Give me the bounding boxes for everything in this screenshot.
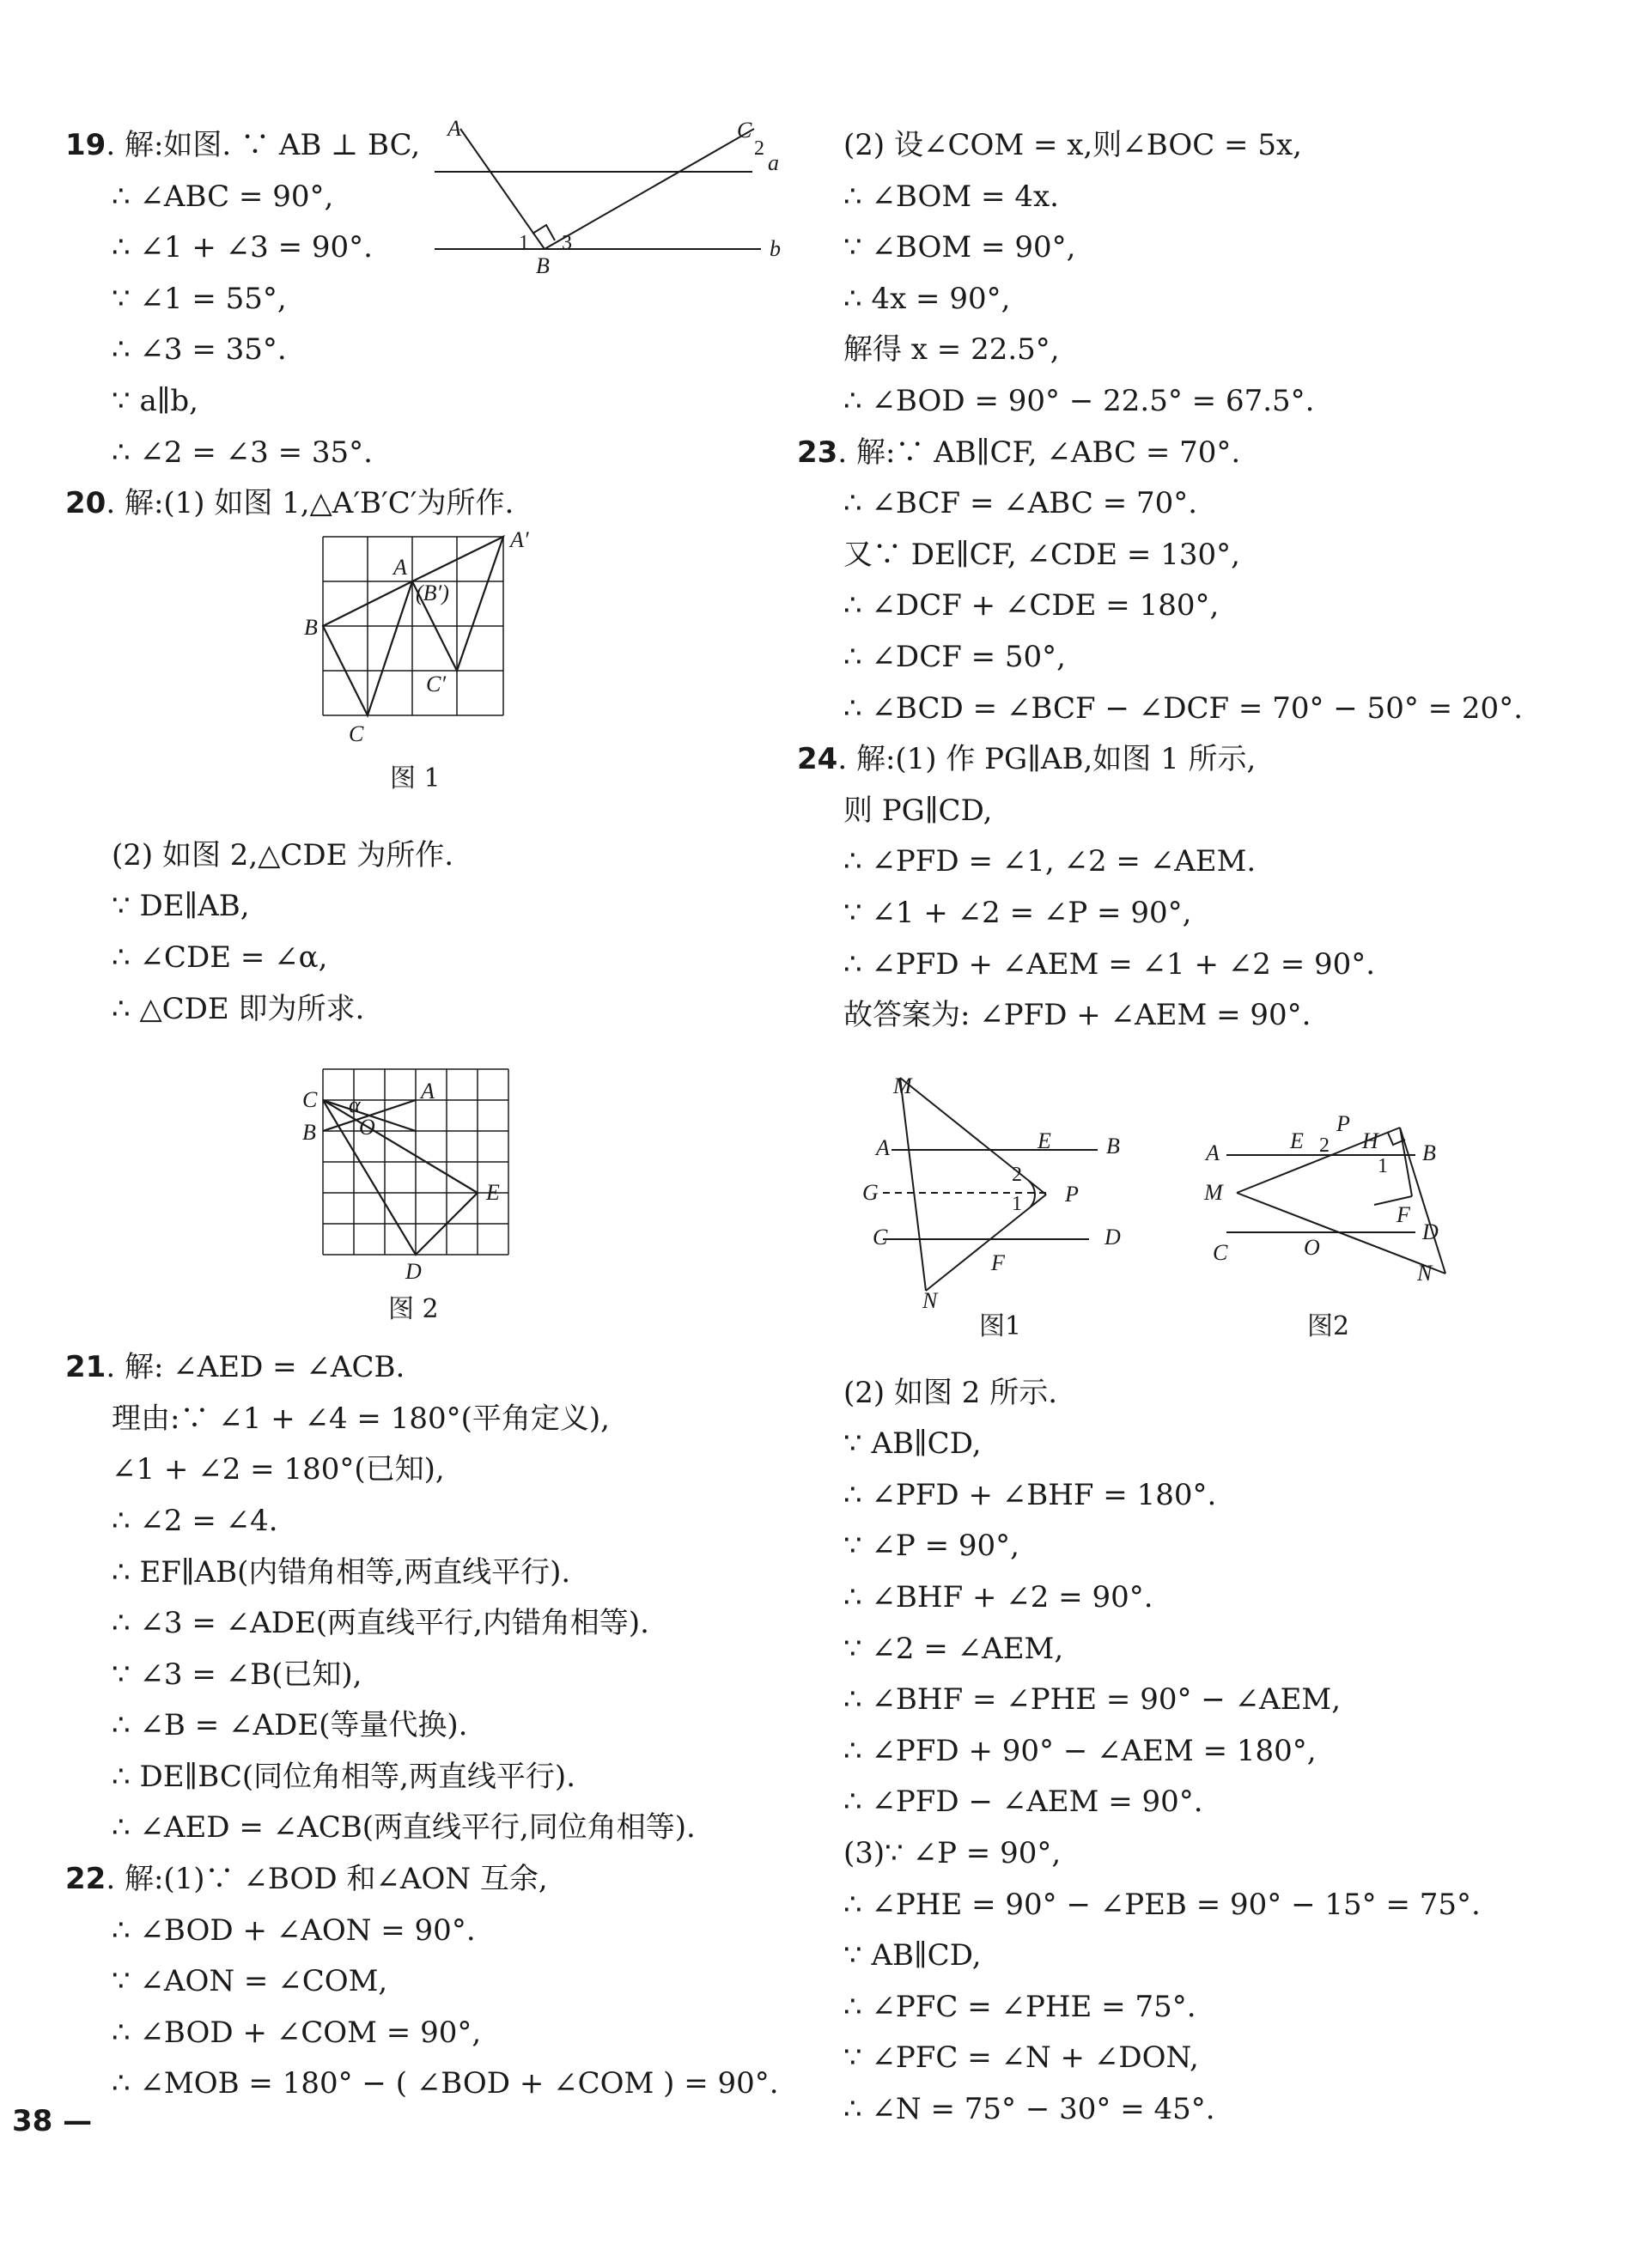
fig1-label-Ap: A′ (510, 529, 529, 552)
fig24-2-label-C: C (1213, 1239, 1228, 1265)
q23-line-2: 又∵ DE∥CF, ∠CDE = 130°, (843, 537, 1240, 572)
q20-figure-1 (65, 530, 752, 830)
q23-line-4: ∴ ∠DCF = 50°, (843, 639, 1066, 674)
q19-line-0: 19. 解:如图. ∵ AB ⊥ BC, (65, 128, 421, 162)
q22r-line-5: ∴ ∠BOD = 90° − 22.5° = 67.5°. (843, 383, 1315, 418)
fig24-2-label-D: D (1422, 1219, 1439, 1244)
q24-line-8: ∴ ∠PFD + ∠BHF = 180°. (843, 1477, 1217, 1512)
q24-line-19: ∵ ∠PFC = ∠N + ∠DON, (843, 2040, 1199, 2076)
fig2-label-E: E (486, 1180, 500, 1206)
fig2-label-O: O (359, 1115, 375, 1140)
q24-line-18: ∴ ∠PFC = ∠PHE = 75°. (843, 1989, 1196, 2024)
fig2-label-B: B (302, 1120, 316, 1146)
q24-line-4: ∴ ∠PFD + ∠AEM = ∠1 + ∠2 = 90°. (843, 946, 1376, 982)
fig1-label-B: B (304, 614, 318, 640)
q22r-line-1: ∴ ∠BOM = 4x. (843, 179, 1059, 214)
q19-line-4: ∴ ∠3 = 35°. (112, 332, 287, 368)
q24-line-9: ∵ ∠P = 90°, (843, 1529, 1019, 1564)
segment-bc (545, 129, 754, 249)
q24-line-15: (3)∵ ∠P = 90°, (843, 1836, 1062, 1871)
fig2-label-A: A (421, 1079, 435, 1104)
fig2-label-alpha: α (349, 1092, 361, 1118)
q22-part-2 (797, 120, 1570, 428)
q23-line-5: ∴ ∠BCD = ∠BCF − ∠DCF = 70° − 50° = 20°. (843, 690, 1523, 726)
fig24-1-label-2: 2 (1012, 1163, 1022, 1186)
label-3: 3 (562, 232, 572, 254)
fig2-label-C: C (302, 1087, 318, 1113)
q19-line-1: ∴ ∠ABC = 90°, (112, 179, 334, 214)
q19-line-5: ∵ a∥b, (112, 383, 198, 418)
fig24-2-label-E: E (1290, 1128, 1304, 1153)
q24-fig1-caption: 图1 (979, 1310, 1022, 1341)
fig24-1-label-G: G (862, 1179, 879, 1205)
q24-line-17: ∵ AB∥CD, (843, 1938, 982, 1973)
q22 (65, 1854, 779, 2110)
q24-fig2-caption: 图2 (1307, 1310, 1350, 1341)
fig24-2-label-M: M (1204, 1179, 1223, 1205)
fig1-segment-MP (900, 1078, 1046, 1195)
fig2-label-D: D (405, 1259, 422, 1285)
fig24-2-label-O: O (1304, 1234, 1320, 1260)
q21-line-4: ∴ EF∥AB(内错角相等,两直线平行). (112, 1554, 571, 1590)
fig1-label-Cp: C′ (426, 671, 447, 696)
fig24-1-label-N: N (922, 1287, 938, 1313)
q23-line-3: ∴ ∠DCF + ∠CDE = 180°, (843, 588, 1220, 623)
q24-figure-2 (1203, 1111, 1445, 1286)
fig2-caption: 图 2 (388, 1294, 439, 1325)
label-A: A (447, 116, 461, 141)
q24-line-12: ∴ ∠BHF = ∠PHE = 90° − ∠AEM, (843, 1682, 1342, 1718)
q23 (797, 428, 1570, 735)
label-2: 2 (754, 137, 764, 160)
q22-line-0: 22. 解:(1)∵ ∠BOD 和∠AON 互余, (65, 1862, 548, 1897)
q20-figure-2 (65, 1035, 752, 1335)
fig24-2-label-P: P (1336, 1110, 1350, 1136)
q21-line-7: ∴ ∠B = ∠ADE(等量代换). (112, 1708, 468, 1743)
q19-line-3: ∵ ∠1 = 55°, (112, 281, 287, 316)
q21-line-0: 21. 解: ∠AED = ∠ACB. (65, 1350, 405, 1385)
q21 (65, 1342, 752, 1854)
q24-line-20: ∴ ∠N = 75° − 30° = 45°. (843, 2092, 1215, 2126)
fig24-1-label-D: D (1104, 1224, 1121, 1250)
q24 (797, 734, 1570, 2135)
q21-line-1: 理由:∵ ∠1 + ∠4 = 180°(平角定义), (112, 1401, 610, 1436)
fig24-1-label-F: F (991, 1250, 1005, 1275)
q23-line-1: ∴ ∠BCF = ∠ABC = 70°. (843, 486, 1198, 521)
q19-line-6: ∴ ∠2 = ∠3 = 35°. (112, 435, 373, 470)
fig1-line-MN (900, 1078, 926, 1291)
q24-line-7: ∵ AB∥CD, (843, 1426, 982, 1462)
fig1-segment-PN (926, 1192, 1046, 1291)
label-b: b (770, 236, 781, 261)
segment-ab (460, 129, 545, 249)
q22-line-3: ∴ ∠BOD + ∠COM = 90°, (112, 2015, 482, 2050)
fig24-1-label-P: P (1065, 1181, 1079, 1207)
q24-line-16: ∴ ∠PHE = 90° − ∠PEB = 90° − 15° = 75°. (843, 1887, 1481, 1922)
q19 (65, 116, 781, 478)
q23-line-0: 23. 解:∵ AB∥CF, ∠ABC = 70°. (797, 435, 1241, 470)
q20 (65, 478, 752, 1335)
q24-line-2: ∴ ∠PFD = ∠1, ∠2 = ∠AEM. (843, 844, 1257, 879)
fig24-2-label-N: N (1417, 1260, 1433, 1286)
fig24-1-label-M: M (893, 1073, 912, 1098)
q24-line-13: ∴ ∠PFD + 90° − ∠AEM = 180°, (843, 1733, 1317, 1768)
q21-line-3: ∴ ∠2 = ∠4. (112, 1503, 278, 1538)
q22r-line-2: ∵ ∠BOM = 90°, (843, 230, 1076, 265)
q21-line-5: ∴ ∠3 = ∠ADE(两直线平行,内错角相等). (112, 1606, 649, 1641)
q19-figure (426, 112, 804, 283)
q22-line-4: ∴ ∠MOB = 180° − ( ∠BOD + ∠COM ) = 90°. (112, 2066, 779, 2101)
fig1-label-Bp: (B′) (416, 580, 449, 605)
q24-line-6: (2) 如图 2 所示. (843, 1375, 1058, 1410)
fig24-1-label-A: A (876, 1134, 890, 1160)
q20-line-1: (2) 如图 2,△CDE 为所作. (112, 837, 454, 873)
q24-line-14: ∴ ∠PFD − ∠AEM = 90°. (843, 1785, 1203, 1820)
q22r-line-4: 解得 x = 22.5°, (843, 332, 1060, 368)
fig24-1-label-B: B (1106, 1133, 1120, 1158)
q22r-line-3: ∴ 4x = 90°, (843, 281, 1011, 316)
q21-line-2: ∠1 + ∠2 = 180°(已知), (112, 1452, 445, 1487)
page-number: 38 — (12, 2104, 93, 2138)
label-a: a (768, 150, 779, 175)
fig1-label-C: C (349, 721, 364, 746)
q20-line-0: 20. 解:(1) 如图 1,△A′B′C′为所作. (65, 486, 514, 521)
fig24-2-label-1: 1 (1378, 1154, 1388, 1177)
q21-line-6: ∵ ∠3 = ∠B(已知), (112, 1657, 362, 1692)
q24-line-5: 故答案为: ∠PFD + ∠AEM = 90°. (843, 998, 1311, 1033)
fig24-2-label-A: A (1206, 1140, 1220, 1165)
q24-line-10: ∴ ∠BHF + ∠2 = 90°. (843, 1580, 1153, 1615)
q20-line-3: ∴ ∠CDE = ∠α, (112, 939, 328, 975)
right-column (797, 120, 1570, 2136)
q21-line-9: ∴ ∠AED = ∠ACB(两直线平行,同位角相等). (112, 1810, 696, 1845)
label-C: C (737, 118, 752, 143)
q19-line-2: ∴ ∠1 + ∠3 = 90°. (112, 230, 373, 265)
fig24-2-label-2: 2 (1319, 1134, 1330, 1157)
q24-line-1: 则 PG∥CD, (843, 793, 993, 828)
q24-line-3: ∵ ∠1 + ∠2 = ∠P = 90°, (843, 895, 1192, 930)
fig24-1-label-1: 1 (1012, 1192, 1022, 1215)
q22r-line-0: (2) 设∠COM = x,则∠BOC = 5x, (843, 128, 1302, 162)
fig1-caption: 图 1 (390, 763, 441, 793)
q22-line-2: ∵ ∠AON = ∠COM, (112, 1964, 388, 1999)
fig24-2-label-F: F (1397, 1201, 1410, 1227)
q24-line-11: ∵ ∠2 = ∠AEM, (843, 1631, 1064, 1666)
q22-line-1: ∴ ∠BOD + ∠AON = 90°. (112, 1912, 476, 1948)
q21-line-8: ∴ DE∥BC(同位角相等,两直线平行). (112, 1759, 575, 1794)
q24-figures (797, 1042, 1570, 1368)
fig1-label-A: A (393, 554, 407, 580)
fig24-1-label-E: E (1038, 1128, 1051, 1153)
q24-line-0: 24. 解:(1) 作 PG∥AB,如图 1 所示, (797, 742, 1257, 777)
fig24-2-label-H: H (1362, 1128, 1378, 1153)
label-B: B (536, 253, 550, 278)
left-column (65, 116, 781, 2110)
q20-line-2: ∵ DE∥AB, (112, 889, 250, 924)
fig24-2-label-B: B (1422, 1140, 1436, 1165)
label-1: 1 (519, 232, 529, 254)
fig24-1-label-C: C (873, 1224, 888, 1250)
q20-line-4: ∴ △CDE 即为所求. (112, 991, 365, 1026)
q24-figure-1 (862, 1073, 1121, 1313)
